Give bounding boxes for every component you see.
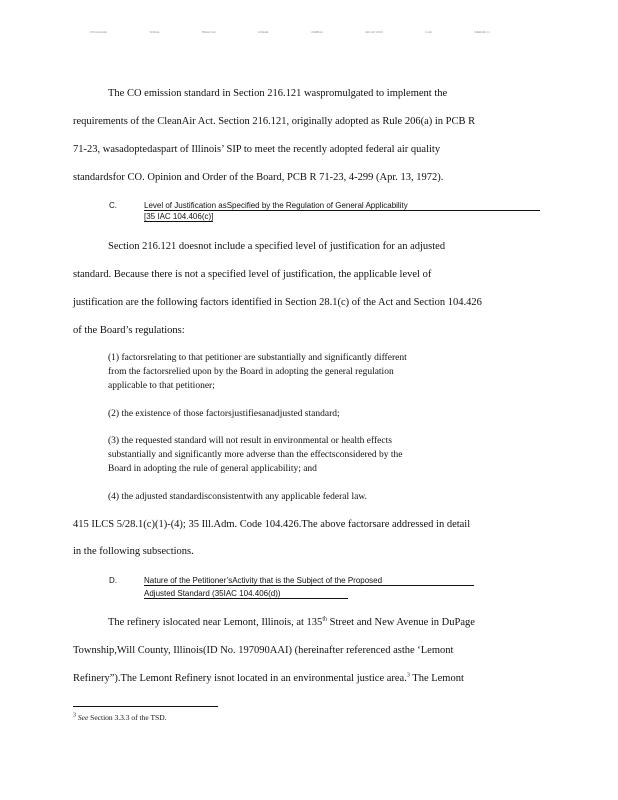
list-item-line: from the factorsrelied upon by the Board in adopting the general regulation [108,367,394,377]
footnote-divider [73,706,218,707]
list-item-line: Board in adopting the rule of general applicability; and [108,464,317,474]
header-word: xDdBbzn [311,30,323,34]
list-item-line: substantially and significantly more adverse than the effectsconsidered by the [108,450,403,460]
section-heading-d: Nature of the Petitioner’sActivity that is the Subject of the Proposed [144,576,474,586]
header-word: ddb zdz VdbX [365,30,383,34]
header-word: Sdkkbdbz 11 [474,30,490,34]
paragraph-line: Township,Will County, Illinois(ID No. 197090AAI) (hereinafter referenced asthe ‘Lemont [73,645,454,656]
paragraph-line: standard. Because there is not a specified level of justification, the applicable level of [73,269,432,280]
page-header [90,30,490,38]
paragraph-line: standardsfor CO. Opinion and Order of the Board, PCB R 71-23, 4-299 (Apr. 13, 1972). [73,172,444,183]
header-word: Lxqh [425,30,432,34]
footnote-see: See [77,713,89,722]
list-item-line: applicable to that petitioner; [108,381,215,391]
paragraph-line: 415 ILCS 5/28.1(c)(1)-(4); 35 Ill.Adm. Code 104.426.The above factorsare addressed in detail [73,519,471,530]
footnote-text: Section 3.3.3 of the TSD. [88,713,167,722]
section-heading-c: Level of Justification asSpecified by the Regulation of General Applicability [144,201,540,211]
superscript: th [322,616,327,623]
footnote-mark: 3 [73,712,76,719]
paragraph-text: Refinery”).The Lemont Refinery isnot located in an environmental justice area. [73,673,407,684]
paragraph-line: justification are the following factors identified in Section 28.1(c) of the Act and Section 104.426 [73,297,482,308]
paragraph-text: The Lemont [409,673,464,684]
header-word: Bmnxtvrsd [202,30,216,34]
header-word: xDfpdkz [258,30,269,34]
paragraph-text: The refinery islocated near Lemont, Illinois, at 135 [108,617,323,628]
paragraph-line: The CO emission standard in Section 216.121 waspromulgated to implement the [108,88,448,99]
paragraph-line: of the Board’s regulations: [73,325,185,336]
paragraph-line: 71-23, wasadoptedaspart of Illinois’ SIP to meet the recently adopted federal air quality [73,144,441,155]
footnote-reference[interactable]: 3 [406,672,410,679]
list-item-line: (4) the adjusted standardisconsistentwith any applicable federal law. [108,492,367,502]
section-heading-c-citation: [35 IAC 104.406(c)] [144,212,214,221]
header-word: Wdbxns [149,30,160,34]
section-heading-d-line2: Adjusted Standard (35IAC 104.406(d)) [144,589,348,599]
section-letter-c: C. [109,201,117,210]
paragraph-line [108,617,475,629]
list-item-line: (2) the existence of those factorsjustifiesanadjusted standard; [108,409,340,419]
paragraph-line: in the following subsections. [73,546,194,557]
header-word: Wbvxcmqzdn [90,30,107,34]
list-item-line: (1) factorsrelating to that petitioner are substantially and significantly different [108,353,407,363]
paragraph-line: requirements of the CleanAir Act. Section 216.121, originally adopted as Rule 206(a) in PCB R [73,116,476,127]
list-item-line: (3) the requested standard will not result in environmental or health effects [108,436,392,446]
paragraph-line [73,673,464,685]
paragraph-text: Street and New Avenue in DuPage [326,617,475,628]
footnote [73,713,167,722]
paragraph-line: Section 216.121 doesnot include a specified level of justification for an adjusted [108,241,446,252]
section-letter-d: D. [109,576,117,585]
